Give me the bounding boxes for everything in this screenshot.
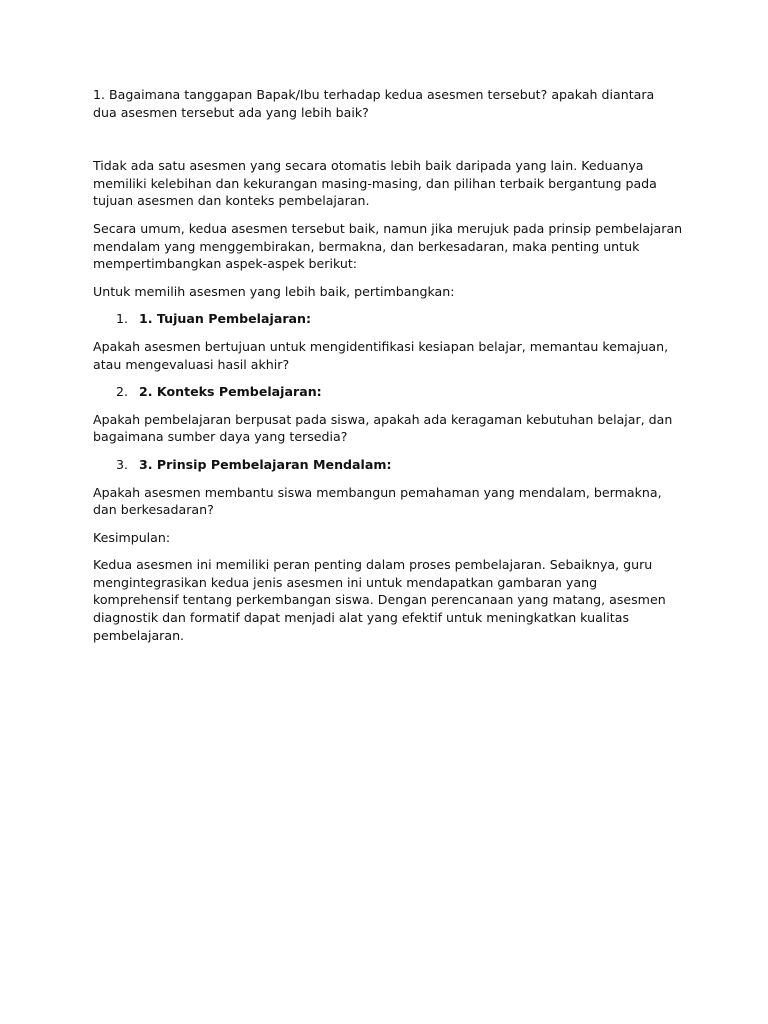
list-marker-1: 1. bbox=[116, 311, 129, 327]
list-item-2 bbox=[93, 383, 683, 401]
list-heading-1: 1. Tujuan Pembelajaran: bbox=[139, 311, 312, 327]
intro-paragraph-3: Untuk memilih asesmen yang lebih baik, pertimbangkan: bbox=[93, 283, 455, 299]
conclusion-paragraph: Kedua asesmen ini memiliki peran penting dalam proses pembelajaran. Sebaiknya, guru mengintegrasikan kedua jenis asesmen ini untuk mendapatkan gambaran yang komprehensif tentang perkembangan siswa. Dengan perencanaan yang matang, asesmen diagnostik dan formatif dapat menjadi alat yang efektif untuk meningkatkan kualitas pembelajaran. bbox=[93, 557, 666, 643]
list-heading-2: 2. Konteks Pembelajaran: bbox=[139, 384, 322, 400]
list-body-1: Apakah asesmen bertujuan untuk mengidentifikasi kesiapan belajar, memantau kemajuan, atau mengevaluasi hasil akhir? bbox=[93, 338, 669, 372]
question-text: 1. Bagaimana tanggapan Bapak/Ibu terhadap kedua asesmen tersebut? apakah diantara dua asesmen tersebut ada yang lebih baik? bbox=[93, 87, 655, 120]
list-heading-3: 3. Prinsip Pembelajaran Mendalam: bbox=[139, 456, 392, 472]
list-marker-2: 2. bbox=[116, 384, 129, 400]
list-body-3: Apakah asesmen membantu siswa membangun pemahaman yang mendalam, bermakna, dan berkesadaran? bbox=[93, 484, 662, 518]
list-item-3 bbox=[93, 456, 683, 474]
intro-paragraph-2: Secara umum, kedua asesmen tersebut baik, namun jika merujuk pada prinsip pembelajaran mendalam yang menggembirakan, bermakna, dan berkesadaran, maka penting untuk mempertimbangkan aspek-aspek berikut: bbox=[93, 220, 683, 272]
list-body-2: Apakah pembelajaran berpusat pada siswa, apakah ada keragaman kebutuhan belajar, dan bagaimana sumber daya yang tersedia? bbox=[93, 411, 673, 445]
list-marker-3: 3. bbox=[116, 456, 129, 472]
document-body bbox=[93, 86, 683, 654]
list-item-1 bbox=[93, 310, 683, 328]
conclusion-label: Kesimpulan: bbox=[93, 529, 171, 545]
intro-paragraph-1: Tidak ada satu asesmen yang secara otomatis lebih baik daripada yang lain. Keduanya memiliki kelebihan dan kekurangan masing-masing, dan pilihan terbaik bergantung pada tujuan asesmen dan konteks pembelajaran. bbox=[93, 158, 657, 209]
